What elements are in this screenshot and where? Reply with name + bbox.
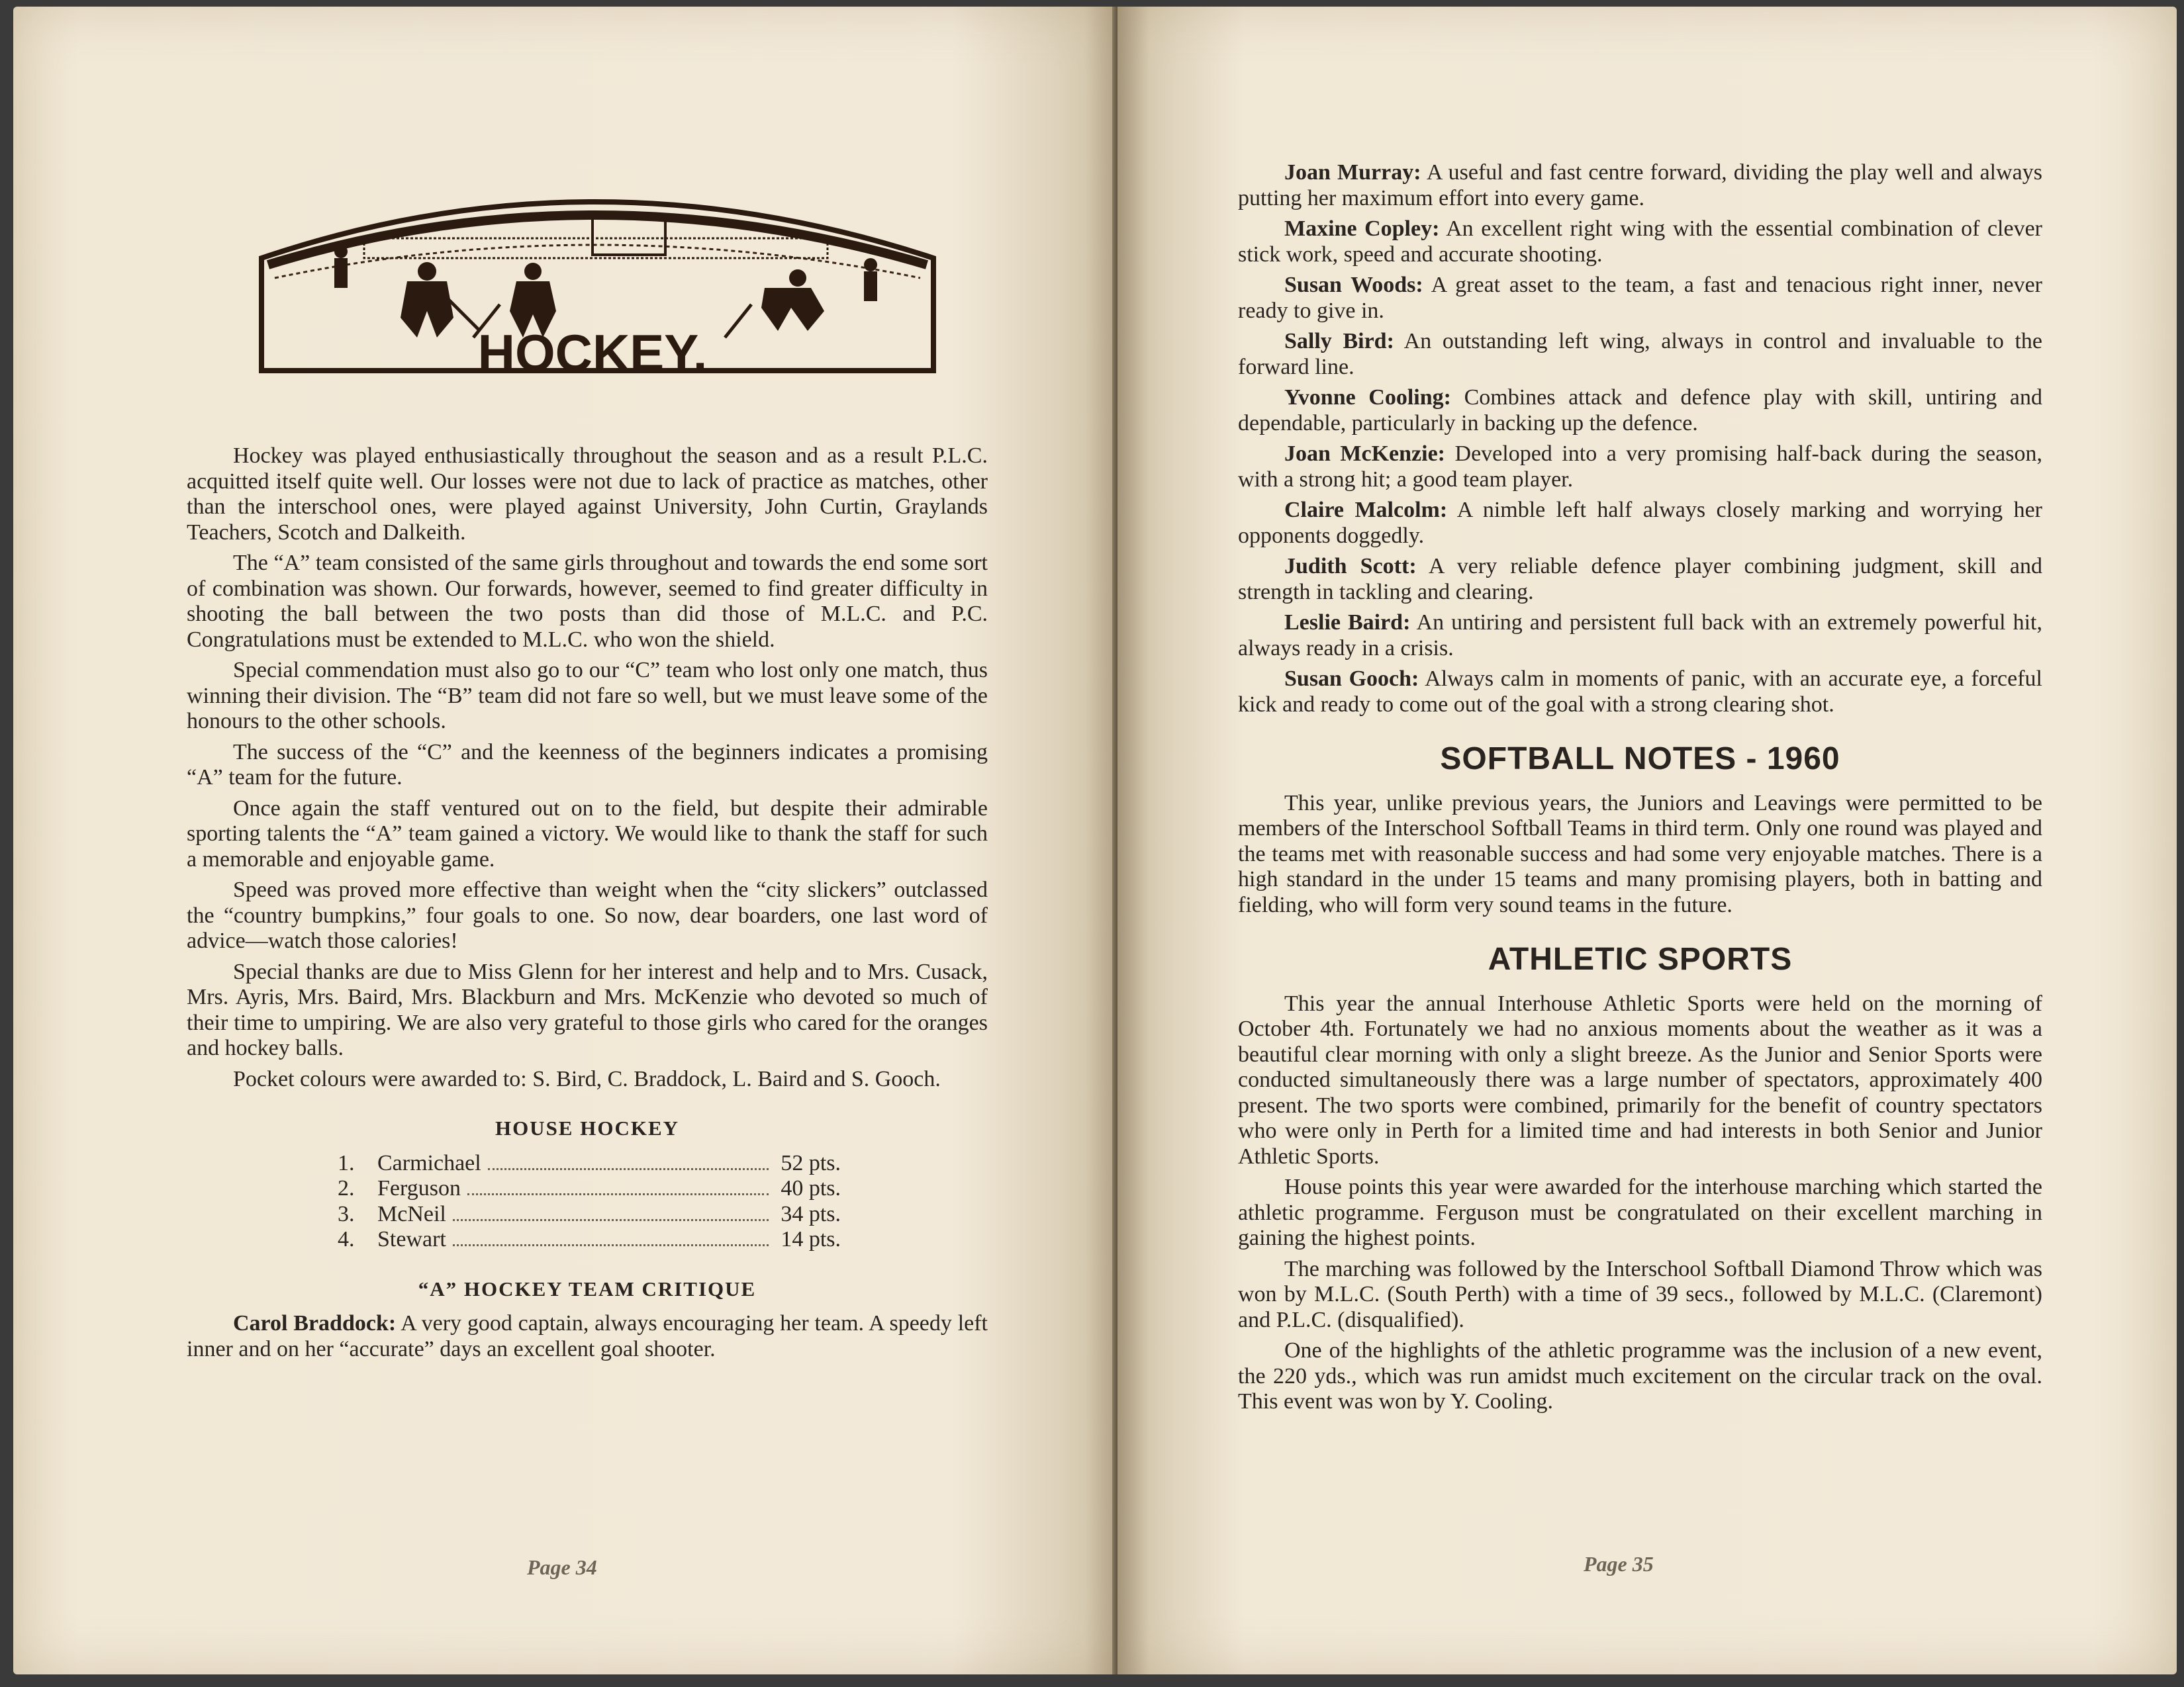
house-rank: 4.	[338, 1227, 355, 1252]
softball-paragraph: This year, unlike previous years, the Juniors and Leavings were permitted to be members of the Interschool Softball Teams in third term. Only one round was played and the teams met with reasonable success and had some very enjoyable matches. There is a high standard in the under 15 teams and many promising players, both in batting and fielding, who will form very sound teams in the future.	[1238, 790, 2042, 917]
house-points: 14 pts.	[781, 1227, 841, 1252]
player-name: Maxine Copley:	[1284, 216, 1440, 241]
house-rank: 1.	[338, 1150, 355, 1175]
house-row	[338, 1176, 841, 1202]
house-name: Ferguson	[377, 1176, 461, 1201]
hockey-paragraph: The success of the “C” and the keenness of the beginners indicates a promising “A” team for the future.	[187, 739, 988, 790]
critique-entry	[1238, 329, 2042, 380]
player-description: A very reliable defence player combining judgment, skill and strength in tackling and clearing.	[1238, 554, 2042, 604]
hockey-paragraph: Special commendation must also go to our “C” team who lost only one match, thus winning their division. The “B” team did not fare so well, but we must leave some of the honours to the other schools.	[187, 658, 988, 733]
critique-entry	[1238, 498, 2042, 549]
hockey-paragraph: Hockey was played enthusiastically throughout the season and as a result P.L.C. acquitted itself quite well. Our losses were not due to lack of practice as matches, other than the interschool ones, were played against University, John Curtin, Graylands Teachers, Scotch and Dalkeith.	[187, 443, 988, 545]
critique-entry	[1238, 554, 2042, 605]
player-name: Sally Bird:	[1284, 329, 1394, 353]
player-description: Always calm in moments of panic, with an accurate eye, a forceful kick and ready to come out of the goal with a strong clearing shot.	[1238, 666, 2042, 717]
house-points: 34 pts.	[781, 1201, 841, 1226]
hockey-paragraph: Special thanks are due to Miss Glenn for her interest and help and to Mrs. Cusack, Mrs. Ayris, Mrs. Baird, Mrs. Blackburn and Mrs. McKenzie who devoted so much of their time to umpiring. We are also very grateful to those girls who cared for the oranges and hockey balls.	[187, 959, 988, 1060]
hockey-banner-title: HOCKEY.	[477, 324, 708, 382]
left-column	[187, 443, 988, 1367]
hockey-paragraph: Pocket colours were awarded to: S. Bird, C. Braddock, L. Baird and S. Gooch.	[233, 1066, 941, 1091]
right-column	[1238, 160, 2042, 1420]
house-hockey-heading: HOUSE HOCKEY	[495, 1117, 680, 1140]
hockey-paragraph: Speed was proved more effective than weight when the “city slickers” outclassed the “country bumpkins,” four goals to one. So now, dear boarders, one last word of advice—watch those calories!	[187, 878, 988, 953]
leader-dots	[453, 1244, 769, 1246]
player-name: Carol Braddock:	[233, 1311, 397, 1336]
leader-dots	[453, 1219, 769, 1221]
house-points: 40 pts.	[781, 1176, 841, 1201]
house-row	[338, 1227, 841, 1253]
athletic-paragraph: House points this year were awarded for the interhouse marching which started the athletic programme. Ferguson must be congratulated on their excellent marching in gaining the highest points.	[1238, 1175, 2042, 1250]
page-number: Page 35	[1584, 1552, 1654, 1576]
house-name: Carmichael	[377, 1150, 481, 1175]
player-description: An untiring and persistent full back with an extremely powerful hit, always ready in a crisis.	[1238, 610, 2042, 661]
hockey-players-icon	[248, 172, 947, 390]
softball-heading: SOFTBALL NOTES - 1960	[1440, 741, 1840, 776]
leader-dots	[467, 1193, 769, 1195]
critique-entry	[1238, 610, 2042, 661]
player-name: Leslie Baird:	[1284, 610, 1411, 635]
hockey-banner-illustration	[248, 172, 947, 390]
hockey-paragraph: Once again the staff ventured out on to the field, but despite their admirable sporting talents the “A” team gained a victory. We would like to thank the staff for such a memorable and enjoyable game.	[187, 796, 988, 872]
player-name: Judith Scott:	[1284, 554, 1417, 578]
player-name: Joan McKenzie:	[1284, 441, 1445, 466]
hockey-paragraph: The “A” team consisted of the same girls throughout and towards the end some sort of combination was shown. Our forwards, however, seemed to find greater difficulty in shooting the ball between the two posts than did those of M.L.C. and P.C. Congratulations must be extended to M.L.C. who won the shield.	[187, 551, 988, 652]
house-rank: 3.	[338, 1201, 355, 1226]
critique-entry	[1238, 216, 2042, 267]
player-description: Combines attack and defence play with skill, untiring and dependable, particularly in backing up the defence.	[1238, 385, 2043, 435]
player-description: An outstanding left wing, always in control and invaluable to the forward line.	[1238, 329, 2043, 379]
house-name: Stewart	[377, 1227, 446, 1252]
critique-entry	[1238, 441, 2042, 492]
player-name: Susan Gooch:	[1284, 666, 1419, 691]
critique-heading: “A” HOCKEY TEAM CRITIQUE	[418, 1277, 757, 1300]
house-row	[338, 1202, 841, 1228]
leader-dots	[488, 1168, 769, 1170]
critique-entry	[1238, 160, 2042, 211]
player-name: Yvonne Cooling:	[1284, 385, 1451, 410]
player-description: A useful and fast centre forward, dividing the play well and always putting her maximum effort into every game.	[1238, 160, 2042, 210]
house-name: McNeil	[377, 1201, 446, 1226]
player-name: Claire Malcolm:	[1284, 498, 1448, 522]
house-hockey-list	[187, 1151, 988, 1253]
right-page	[1117, 7, 2177, 1674]
player-description: An excellent right wing with the essential combination of clever stick work, speed and accurate shooting.	[1238, 216, 2043, 267]
player-description: Developed into a very promising half-back during the season, with a strong hit; a good team player.	[1238, 441, 2042, 492]
page-number: Page 34	[527, 1555, 597, 1579]
left-page	[13, 7, 1117, 1674]
player-name: Susan Woods:	[1284, 273, 1423, 297]
house-points: 52 pts.	[781, 1150, 841, 1175]
player-description: A nimble left half always closely marking and worrying her opponents doggedly.	[1238, 498, 2043, 548]
critique-entry	[1238, 273, 2042, 324]
critique-entry	[1238, 385, 2042, 436]
athletic-heading: ATHLETIC SPORTS	[1488, 942, 1793, 977]
house-row	[338, 1151, 841, 1177]
player-name: Joan Murray:	[1284, 160, 1421, 185]
critique-entry	[187, 1311, 988, 1362]
player-description: A great asset to the team, a fast and tenacious right inner, never ready to give in.	[1238, 273, 2042, 323]
athletic-paragraph: One of the highlights of the athletic programme was the inclusion of a new event, the 220 yds., which was run amidst much excitement on the circular track on the oval. This event was won by Y. Cooling.	[1238, 1338, 2042, 1414]
athletic-paragraph: This year the annual Interhouse Athletic Sports were held on the morning of October 4th. Fortunately we had no anxious moments about the weather as it was a beautiful clear morning with only a slight breeze. As the Junior and Senior Sports were conducted simultaneously there was a large number of spectators, approximately 400 present. The two sports were combined, primarily for the benefit of country spectators who were only in Perth for a limited time and had interests in both Senior and Junior Athletic Sports.	[1238, 991, 2042, 1169]
athletic-paragraph: The marching was followed by the Interschool Softball Diamond Throw which was won by M.L.C. (South Perth) with a time of 39 secs., followed by M.L.C. (Claremont) and P.L.C. (disqualified).	[1238, 1256, 2042, 1332]
house-rank: 2.	[338, 1176, 355, 1201]
critique-entry	[1238, 666, 2042, 717]
player-description: A very good captain, always encouraging her team. A speedy left inner and on her “accurate” days an excellent goal shooter.	[187, 1311, 988, 1361]
